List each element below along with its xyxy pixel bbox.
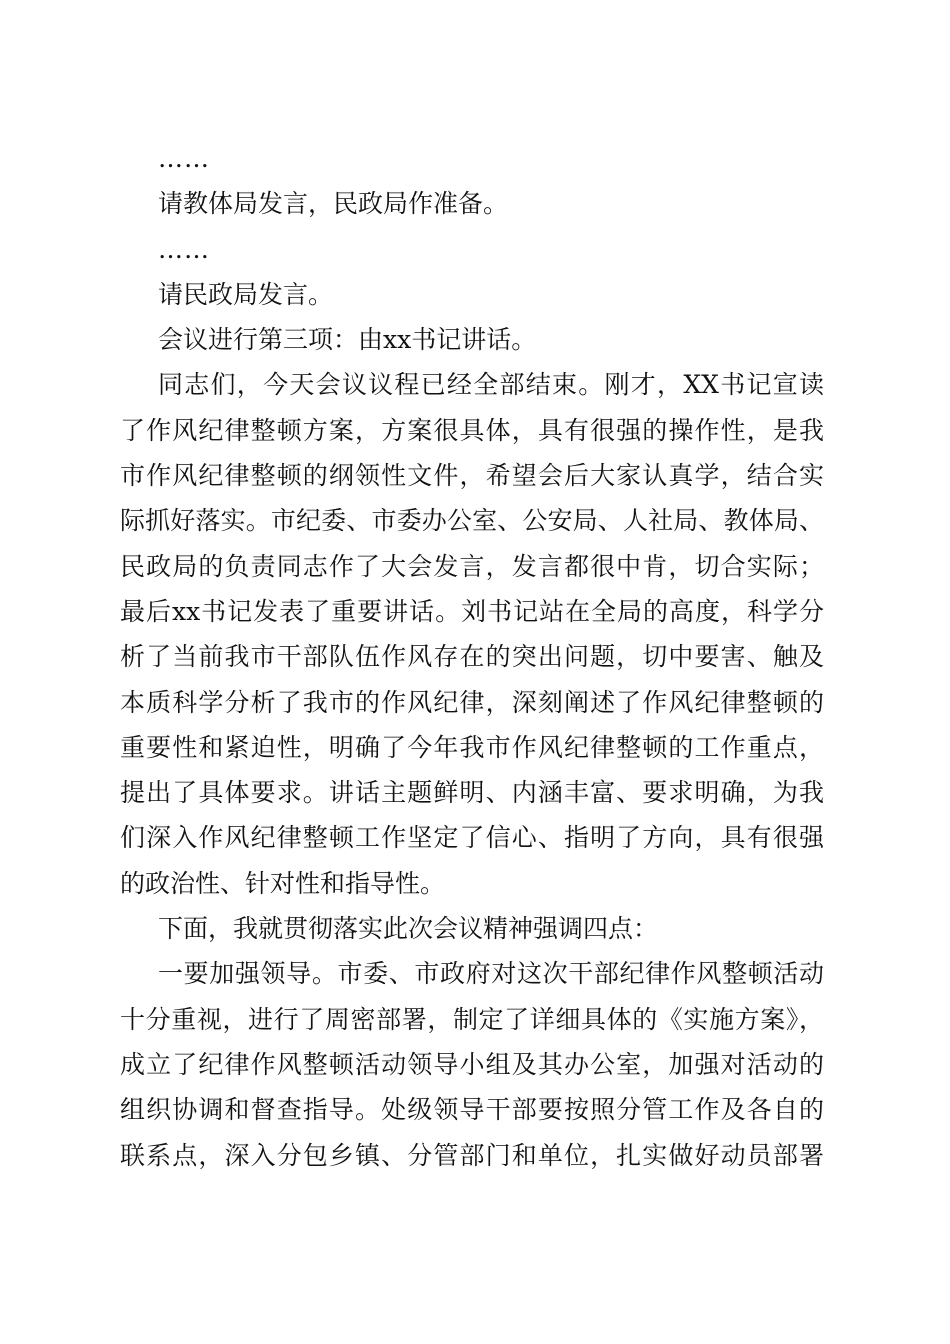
paragraph-line: 市作风纪律整顿的纲领性文件，希望会后大家认真学，结合实 — [120, 461, 824, 491]
paragraph-line: 际抓好落实。市纪委、市委办公室、公安局、人社局、教体局、 — [120, 506, 824, 536]
paragraph-line: 一要加强领导。市委、市政府对这次干部纪律作风整顿活动 — [158, 959, 824, 989]
paragraph-line: 成立了纪律作风整顿活动领导小组及其办公室，加强对活动的 — [120, 1049, 824, 1079]
ellipsis-line: …… — [158, 144, 210, 173]
paragraph-line: 本质科学分析了我市的作风纪律，深刻阐述了作风纪律整顿的 — [120, 687, 824, 717]
paragraph-line: 请民政局发言。 — [158, 279, 334, 309]
paragraph-line: 民政局的负责同志作了大会发言，发言都很中肯，切合实际； — [120, 551, 824, 581]
paragraph-line: 重要性和紧迫性，明确了今年我市作风纪律整顿的工作重点， — [120, 732, 824, 762]
paragraph-line: 同志们，今天会议议程已经全部结束。刚才，XX书记宣读 — [158, 370, 824, 400]
paragraph-line: 们深入作风纪律整顿工作坚定了信心、指明了方向，具有很强 — [120, 823, 824, 853]
paragraph-line: 联系点，深入分包乡镇、分管部门和单位，扎实做好动员部署 — [120, 1140, 824, 1170]
paragraph-line: 下面，我就贯彻落实此次会议精神强调四点： — [158, 914, 659, 944]
paragraph-line: 会议进行第三项：由xx书记讲话。 — [158, 325, 537, 355]
paragraph-line: 请教体局发言，民政局作准备。 — [158, 189, 509, 219]
paragraph-line: 的政治性、针对性和指导性。 — [120, 868, 446, 898]
paragraph-line: 最后xx书记发表了重要讲话。刘书记站在全局的高度，科学分 — [120, 596, 824, 626]
paragraph-line: 十分重视，进行了周密部署，制定了详细具体的《实施方案》， — [120, 1004, 824, 1034]
paragraph-line: 了作风纪律整顿方案，方案很具体，具有很强的操作性，是我 — [120, 415, 824, 445]
paragraph-line: 析了当前我市干部队伍作风存在的突出问题，切中要害、触及 — [120, 642, 824, 672]
paragraph-line: 提出了具体要求。讲话主题鲜明、内涵丰富、要求明确，为我 — [120, 778, 824, 808]
paragraph-line: 组织协调和督查指导。处级领导干部要按照分管工作及各自的 — [120, 1095, 824, 1125]
ellipsis-line: …… — [158, 234, 210, 264]
document-body — [120, 136, 824, 1178]
